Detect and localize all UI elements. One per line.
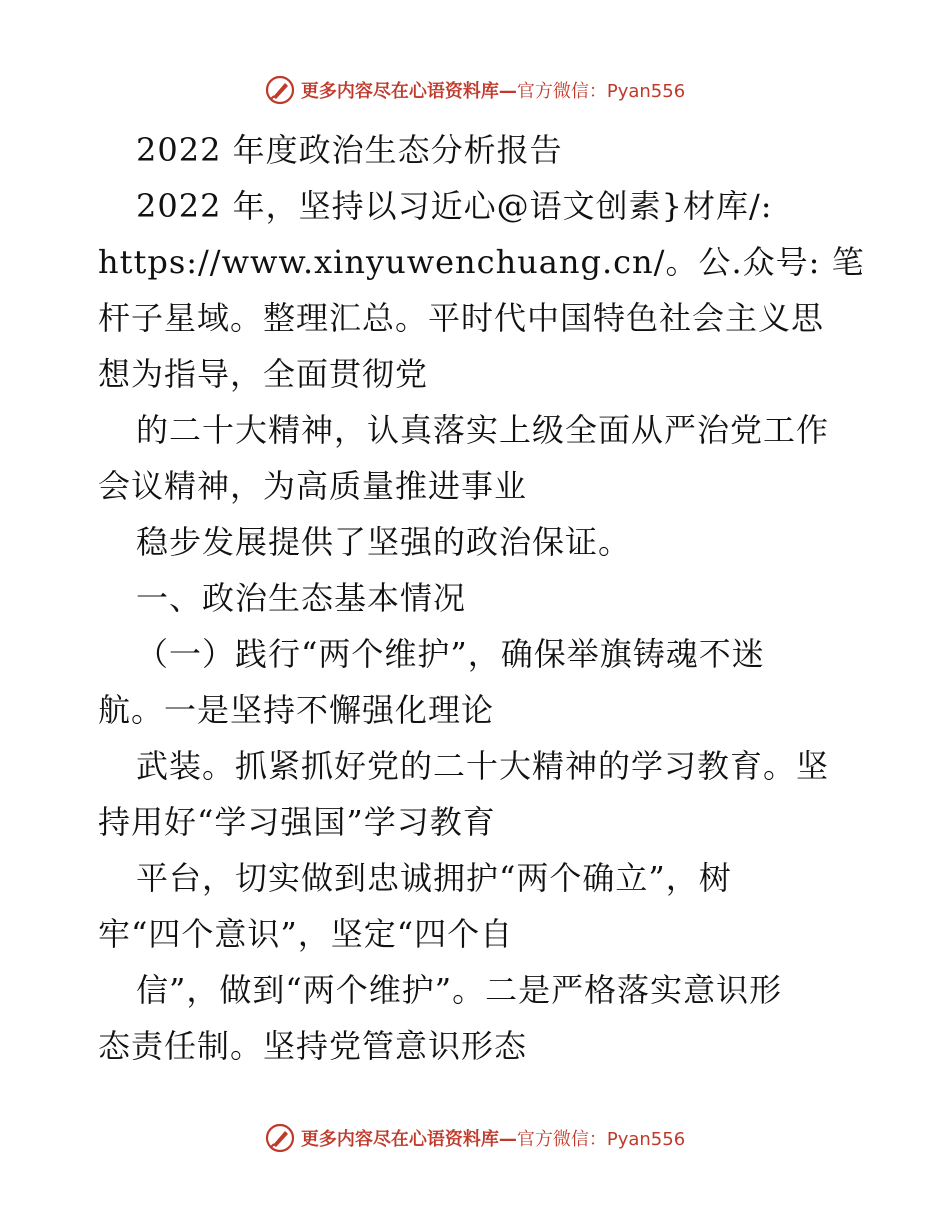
paragraph-line: 会议精神，为高质量推进事业: [98, 467, 528, 505]
quill-pen-logo-icon: [265, 75, 295, 105]
paragraph-line: 武装。抓紧抓好党的二十大精神的学习教育。坚: [136, 747, 830, 785]
banner-wechat-label: 官方微信：: [516, 81, 607, 102]
banner-brand: 更多内容尽在心语资料库: [300, 81, 499, 102]
paragraph-line: 态责任制。坚持党管意识形态: [98, 1027, 528, 1065]
paragraph-line: 杆子星域。整理汇总。平时代中国特色社会主义思: [98, 299, 825, 337]
banner-inner: [265, 1123, 685, 1153]
banner-wechat-id: Pyan556: [606, 81, 686, 102]
paragraph-line: 航。一是坚持不懈强化理论: [98, 691, 495, 729]
quill-pen-logo-icon: [265, 1123, 295, 1153]
paragraph-line: （一）践行“两个维护”，确保举旗铸魂不迷: [136, 635, 765, 673]
paragraph-line: https://www.xinyuwenchuang.cn/。公.众号: 笔: [98, 243, 865, 281]
banner-text: [301, 1125, 685, 1151]
paragraph-line: 持用好“学习强国”学习教育: [98, 803, 496, 841]
paragraph-line: 2022 年，坚持以习近心@语文创素}材库/:: [136, 187, 773, 225]
paragraph-line: 想为指导，全面贯彻党: [98, 355, 429, 393]
paragraph-line: 平台，切实做到忠诚拥护“两个确立”，树: [136, 859, 732, 897]
banner-brand: 更多内容尽在心语资料库: [300, 1129, 499, 1150]
footer-watermark-banner: [0, 1118, 950, 1158]
banner-text: [301, 77, 685, 103]
banner-wechat-label: 官方微信：: [516, 1129, 607, 1150]
paragraph-line: 信”，做到“两个维护”。二是严格落实意识形: [136, 971, 783, 1009]
paragraph-line: 稳步发展提供了坚强的政治保证。: [136, 523, 632, 561]
document-body: [98, 122, 865, 1074]
paragraph-line: 一、政治生态基本情况: [136, 579, 467, 617]
paragraph-line: 的二十大精神，认真落实上级全面从严治党工作: [136, 411, 830, 449]
banner-separator: —: [498, 81, 517, 102]
banner-inner: [265, 75, 685, 105]
banner-wechat-id: Pyan556: [606, 1129, 686, 1150]
paragraph-line: 牢“四个意识”，坚定“四个自: [98, 915, 514, 953]
banner-separator: —: [498, 1129, 517, 1150]
paragraph-line: 2022 年度政治生态分析报告: [136, 131, 563, 169]
header-watermark-banner: [0, 70, 950, 110]
